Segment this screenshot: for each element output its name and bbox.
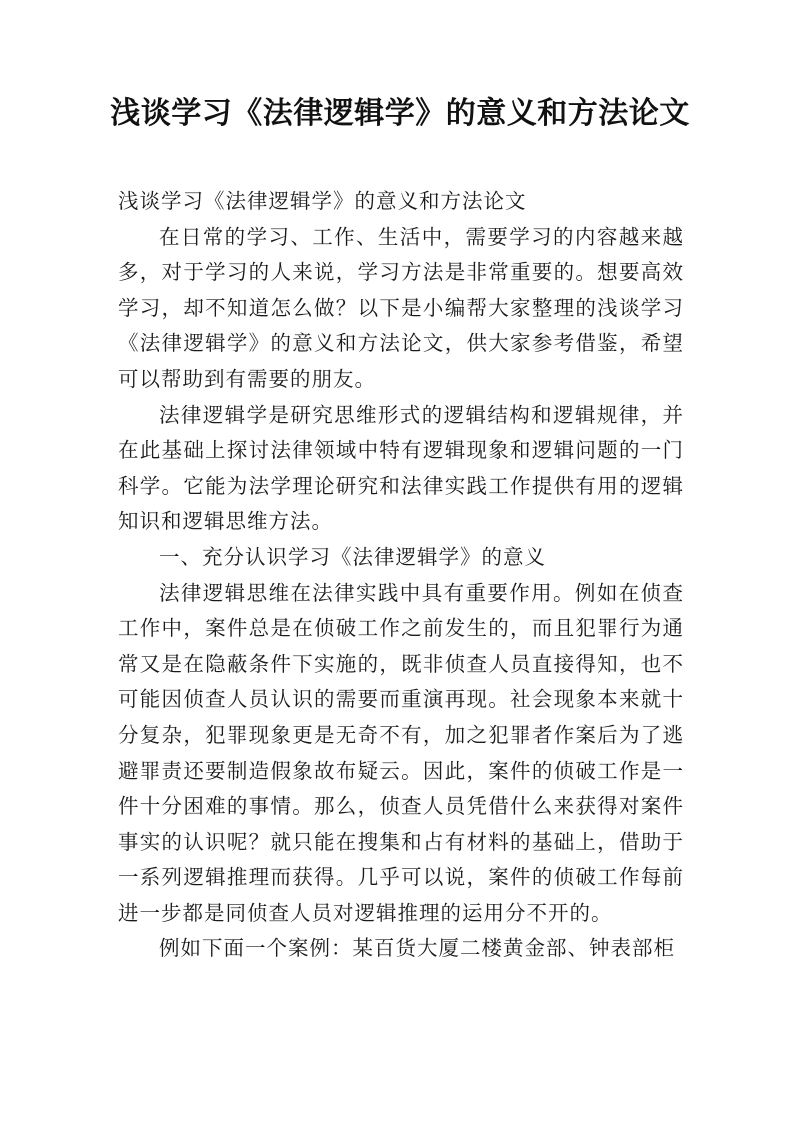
document-title: 浅谈学习《法律逻辑学》的意义和方法论文 [110,96,690,131]
paragraph-investigation: 法律逻辑思维在法律实践中具有重要作用。例如在侦查工作中，案件总是在侦破工作之前发生的，而且犯罪行为通常又是在隐蔽条件下实施的，既非侦查人员直接得知，也不可能因侦查人员认识的需要而重演再现。社会现象本来就十分复杂，犯罪现象更是无奇不有，加之犯罪者作案后为了逃避罪责还要制造假象故布疑云。因此，案件的侦破工作是一件十分困难的事情。那么，侦查人员凭借什么来获得对案件事实的认识呢？就只能在搜集和占有材料的基础上，借助于一系列逻辑推理而获得。几乎可以说，案件的侦破工作每前进一步都是同侦查人员对逻辑推理的运用分不开的。 [118,580,684,925]
paragraph-case-example: 例如下面一个案例：某百货大厦二楼黄金部、钟表部柜 [159,936,675,961]
document-subtitle: 浅谈学习《法律逻辑学》的意义和方法论文 [118,189,527,213]
paragraph-intro: 在日常的学习、工作、生活中，需要学习的内容越来越多，对于学习的人来说，学习方法是非常重要的。想要高效学习，却不知道怎么做？以下是小编帮大家整理的浅谈学习《法律逻辑学》的意义和方法论文，供大家参考借鉴，希望可以帮助到有需要的朋友。 [118,224,684,391]
document-body [118,184,684,967]
paragraph-definition: 法律逻辑学是研究思维形式的逻辑结构和逻辑规律，并在此基础上探讨法律领域中特有逻辑现象和逻辑问题的一门科学。它能为法学理论研究和法律实践工作提供有用的逻辑知识和逻辑思维方法。 [118,402,684,534]
section-heading: 一、充分认识学习《法律逻辑学》的意义 [159,544,546,569]
